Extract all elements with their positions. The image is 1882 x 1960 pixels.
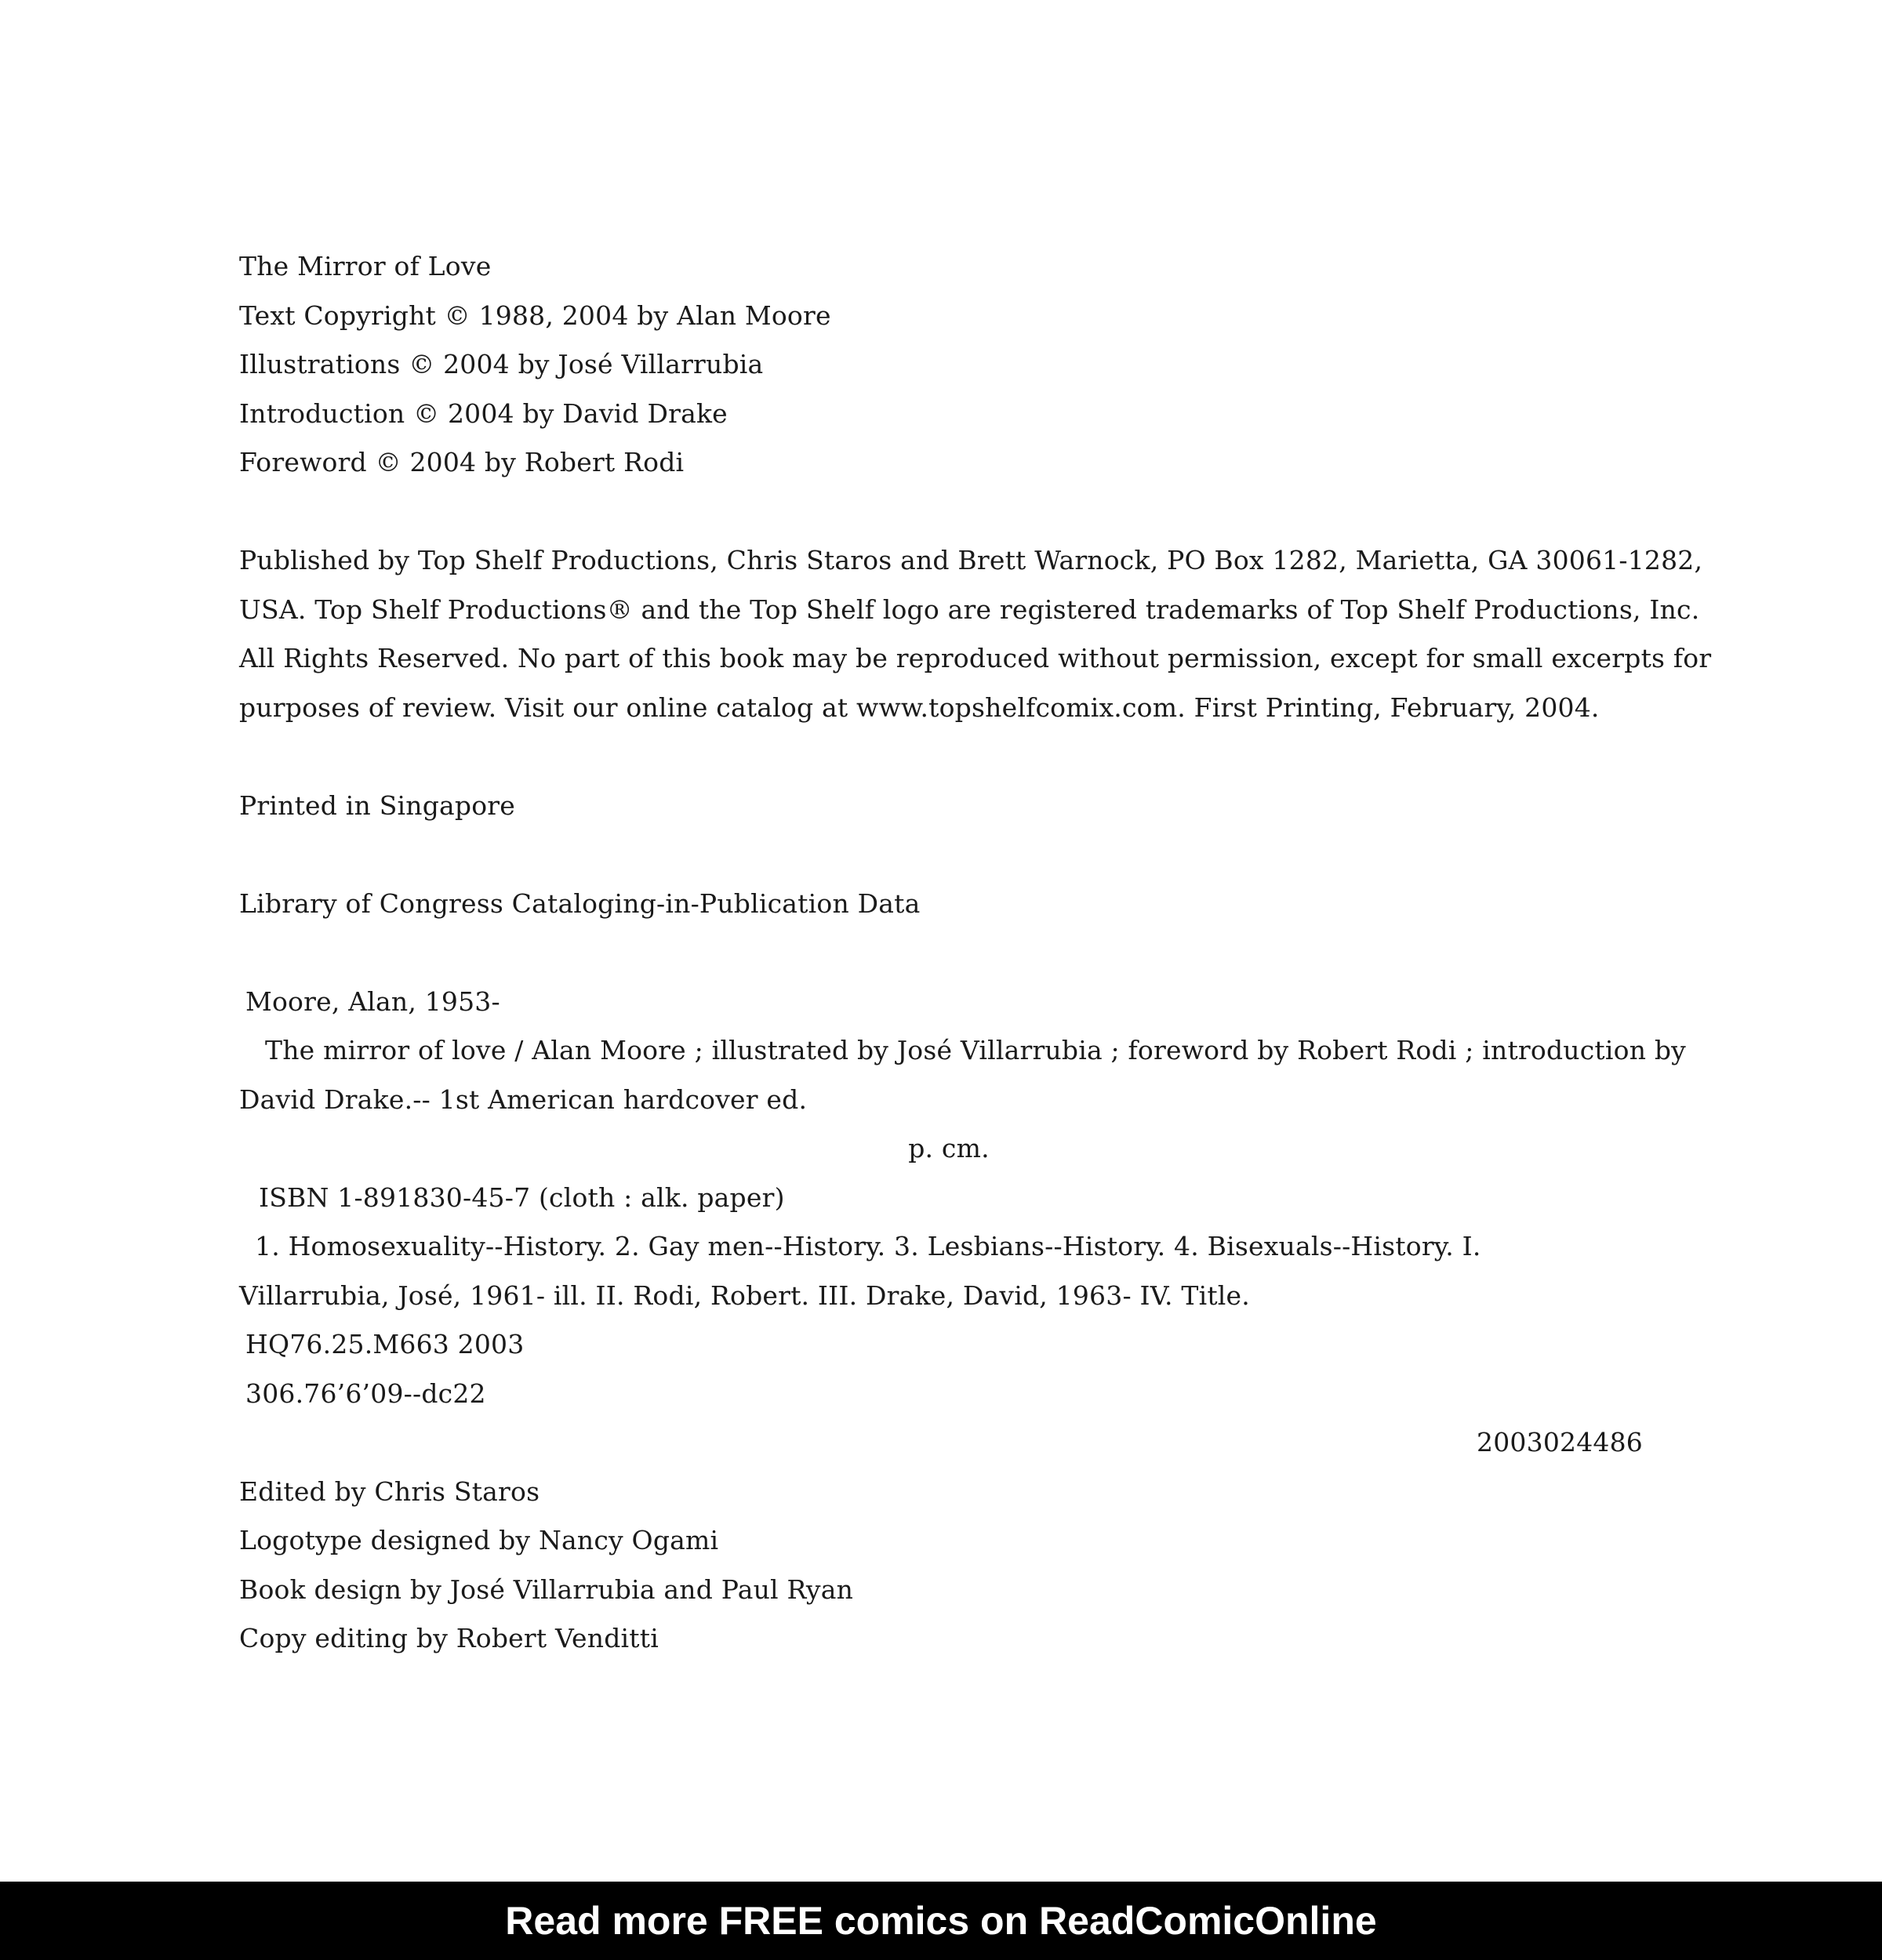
spacer (239, 488, 1643, 537)
spacer (239, 928, 1643, 978)
cip-heading: Library of Congress Cataloging-in-Publication Data (239, 887, 921, 919)
text-copyright: Text Copyright © 1988, 2004 by Alan Moore (239, 299, 831, 331)
copy-editing-by: Copy editing by Robert Venditti (239, 1623, 659, 1653)
spacer (239, 732, 1643, 782)
promo-banner[interactable] (0, 1882, 1882, 1960)
cip-dewey: 306.76’6’09--dc22 (245, 1377, 486, 1409)
cip-author: Moore, Alan, 1953- (245, 985, 500, 1017)
cip-lccn: 2003024486 (1477, 1427, 1643, 1457)
publisher-line: USA. Top Shelf Productions® and the Top Shelf logo are registered trademarks of Top Shelf Productions, Inc. (239, 593, 1700, 625)
cip-title-line: The mirror of love / Alan Moore ; illustrated by José Villarrubia ; foreword by Robert Rodi ; introduction by (265, 1035, 1687, 1065)
book-title: The Mirror of Love (239, 251, 492, 281)
foreword-copyright: Foreword © 2004 by Robert Rodi (239, 447, 685, 477)
printed-in: Printed in Singapore (239, 789, 515, 821)
edited-by: Edited by Chris Staros (239, 1475, 540, 1507)
introduction-copyright: Introduction © 2004 by David Drake (239, 397, 728, 429)
publisher-line: All Rights Reserved. No part of this book may be reproduced without permission, except for small excerpts for (239, 643, 1712, 673)
copyright-text-block (239, 242, 1712, 1664)
promo-banner-text[interactable]: Read more FREE comics on ReadComicOnline (505, 1899, 1377, 1943)
illustrations-copyright: Illustrations © 2004 by José Villarrubia (239, 349, 764, 379)
cip-title-line: David Drake.-- 1st American hardcover ed. (239, 1083, 808, 1115)
cip-subjects-line: 1. Homosexuality--History. 2. Gay men--History. 3. Lesbians--History. 4. Bisexuals--History. I. (255, 1231, 1481, 1261)
publisher-line: purposes of review. Visit our online catalog at www.topshelfcomix.com. First Printing, February, 2004. (239, 691, 1600, 723)
cip-pcm: p. cm. (908, 1133, 990, 1163)
cip-lc-class: HQ76.25.M663 2003 (245, 1329, 525, 1359)
logotype-by: Logotype designed by Nancy Ogami (239, 1525, 719, 1555)
book-design-by: Book design by José Villarrubia and Paul Ryan (239, 1573, 854, 1605)
cip-subjects-line: Villarrubia, José, 1961- ill. II. Rodi, Robert. III. Drake, David, 1963- IV. Title. (239, 1279, 1250, 1311)
cip-isbn: ISBN 1-891830-45-7 (cloth : alk. paper) (259, 1181, 785, 1213)
spacer (239, 830, 1643, 880)
publisher-line: Published by Top Shelf Productions, Chris Staros and Brett Warnock, PO Box 1282, Marietta, GA 30061-1282, (239, 545, 1703, 575)
